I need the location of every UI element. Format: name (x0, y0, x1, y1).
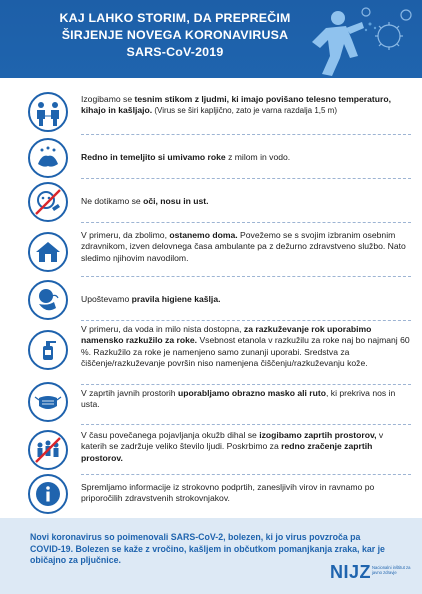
wash-hands-icon (28, 138, 68, 178)
list-item-text: Izogibamo se tesnim stikom z ljudmi, ki imajo povišano telesno temperaturo, kihajo in kašljajo. (Virus se širi kapljično, zato je varna razdalja 1,5 m) (81, 94, 391, 116)
list-item-text: Spremljamo informacije iz strokovno podprtih, zanesljivih virov in ravnamo po priporočilih zdravstvenih strokovnjakov. (81, 482, 375, 504)
divider (81, 474, 411, 475)
nijz-logo (330, 562, 410, 586)
info-icon (28, 474, 68, 514)
list-item-text: V primeru, da zbolimo, ostanemo doma. Povežemo se s svojim izbranim osebnim zdravnikom, izven delovnega časa ambulante pa z dežurno zdravstveno službo. Nato sledimo njihovim navodilom. (81, 230, 406, 263)
divider (81, 222, 411, 223)
logo-text: NIJZ (330, 562, 372, 582)
title-line-1: KAJ LAHKO STORIM, DA PREPREČIM (59, 11, 291, 25)
dont-touch-face-icon (28, 182, 68, 222)
list-item-text: V zaprtih javnih prostorih uporabljamo obrazno masko ali ruto, ki prekriva nos in usta. (81, 388, 396, 410)
cough-hygiene-icon (28, 280, 68, 320)
divider (81, 276, 411, 277)
divider (81, 424, 411, 425)
list-item-text: Upoštevamo pravila higiene kašlja. (81, 294, 221, 304)
divider (81, 178, 411, 179)
title-line-3: SARS-CoV-2019 (126, 45, 224, 59)
stay-home-icon (28, 232, 68, 272)
list-item-text: V primeru, da voda in milo nista dostopna, za razkuževanje rok uporabimo namensko razkužilo za roke. Vsebnost etanola v razkužilu za roke naj bo najmanj 60 %. Razkužilo za roke je namenjeno samo zunanji uporabi. Sredstva za čiščenje/razkuževanje površin niso namenjena čiščenju/razkuževanju kože. (81, 324, 410, 369)
header-banner (0, 0, 422, 78)
title-line-2: ŠIRJENJE NOVEGA KORONAVIRUSA (61, 28, 289, 42)
face-mask-icon (28, 382, 68, 422)
sanitizer-icon (28, 330, 68, 370)
avoid-crowds-icon (28, 430, 68, 470)
list-item-text: V času povečanega pojavljanja okužb dihal se izogibamo zaprtih prostorov, v katerih se zadržuje veliko število ljudi. Poskrbimo za redno zračenje zaprtih prostorov. (81, 430, 384, 463)
divider (81, 134, 411, 135)
divider (81, 384, 411, 385)
divider (81, 320, 411, 321)
list-item-text: Ne dotikamo se oči, nosu in ust. (81, 196, 209, 206)
page-title (40, 10, 310, 61)
logo-subtitle: Nacionalni inštitut za javno zdravje (372, 565, 411, 575)
people-distance-icon (28, 92, 68, 132)
list-item-text: Redno in temeljito si umivamo roke z milom in vodo. (81, 152, 291, 162)
footer-text: Novi koronavirus so poimenovali SARS-CoV-2, bolezen, ki jo virus povzroča pa COVID-19. Bolezen se kaže z vročino, kašljem in občutkom pomanjkanja zraka, kar je običajno za pljučnice. (30, 532, 385, 565)
